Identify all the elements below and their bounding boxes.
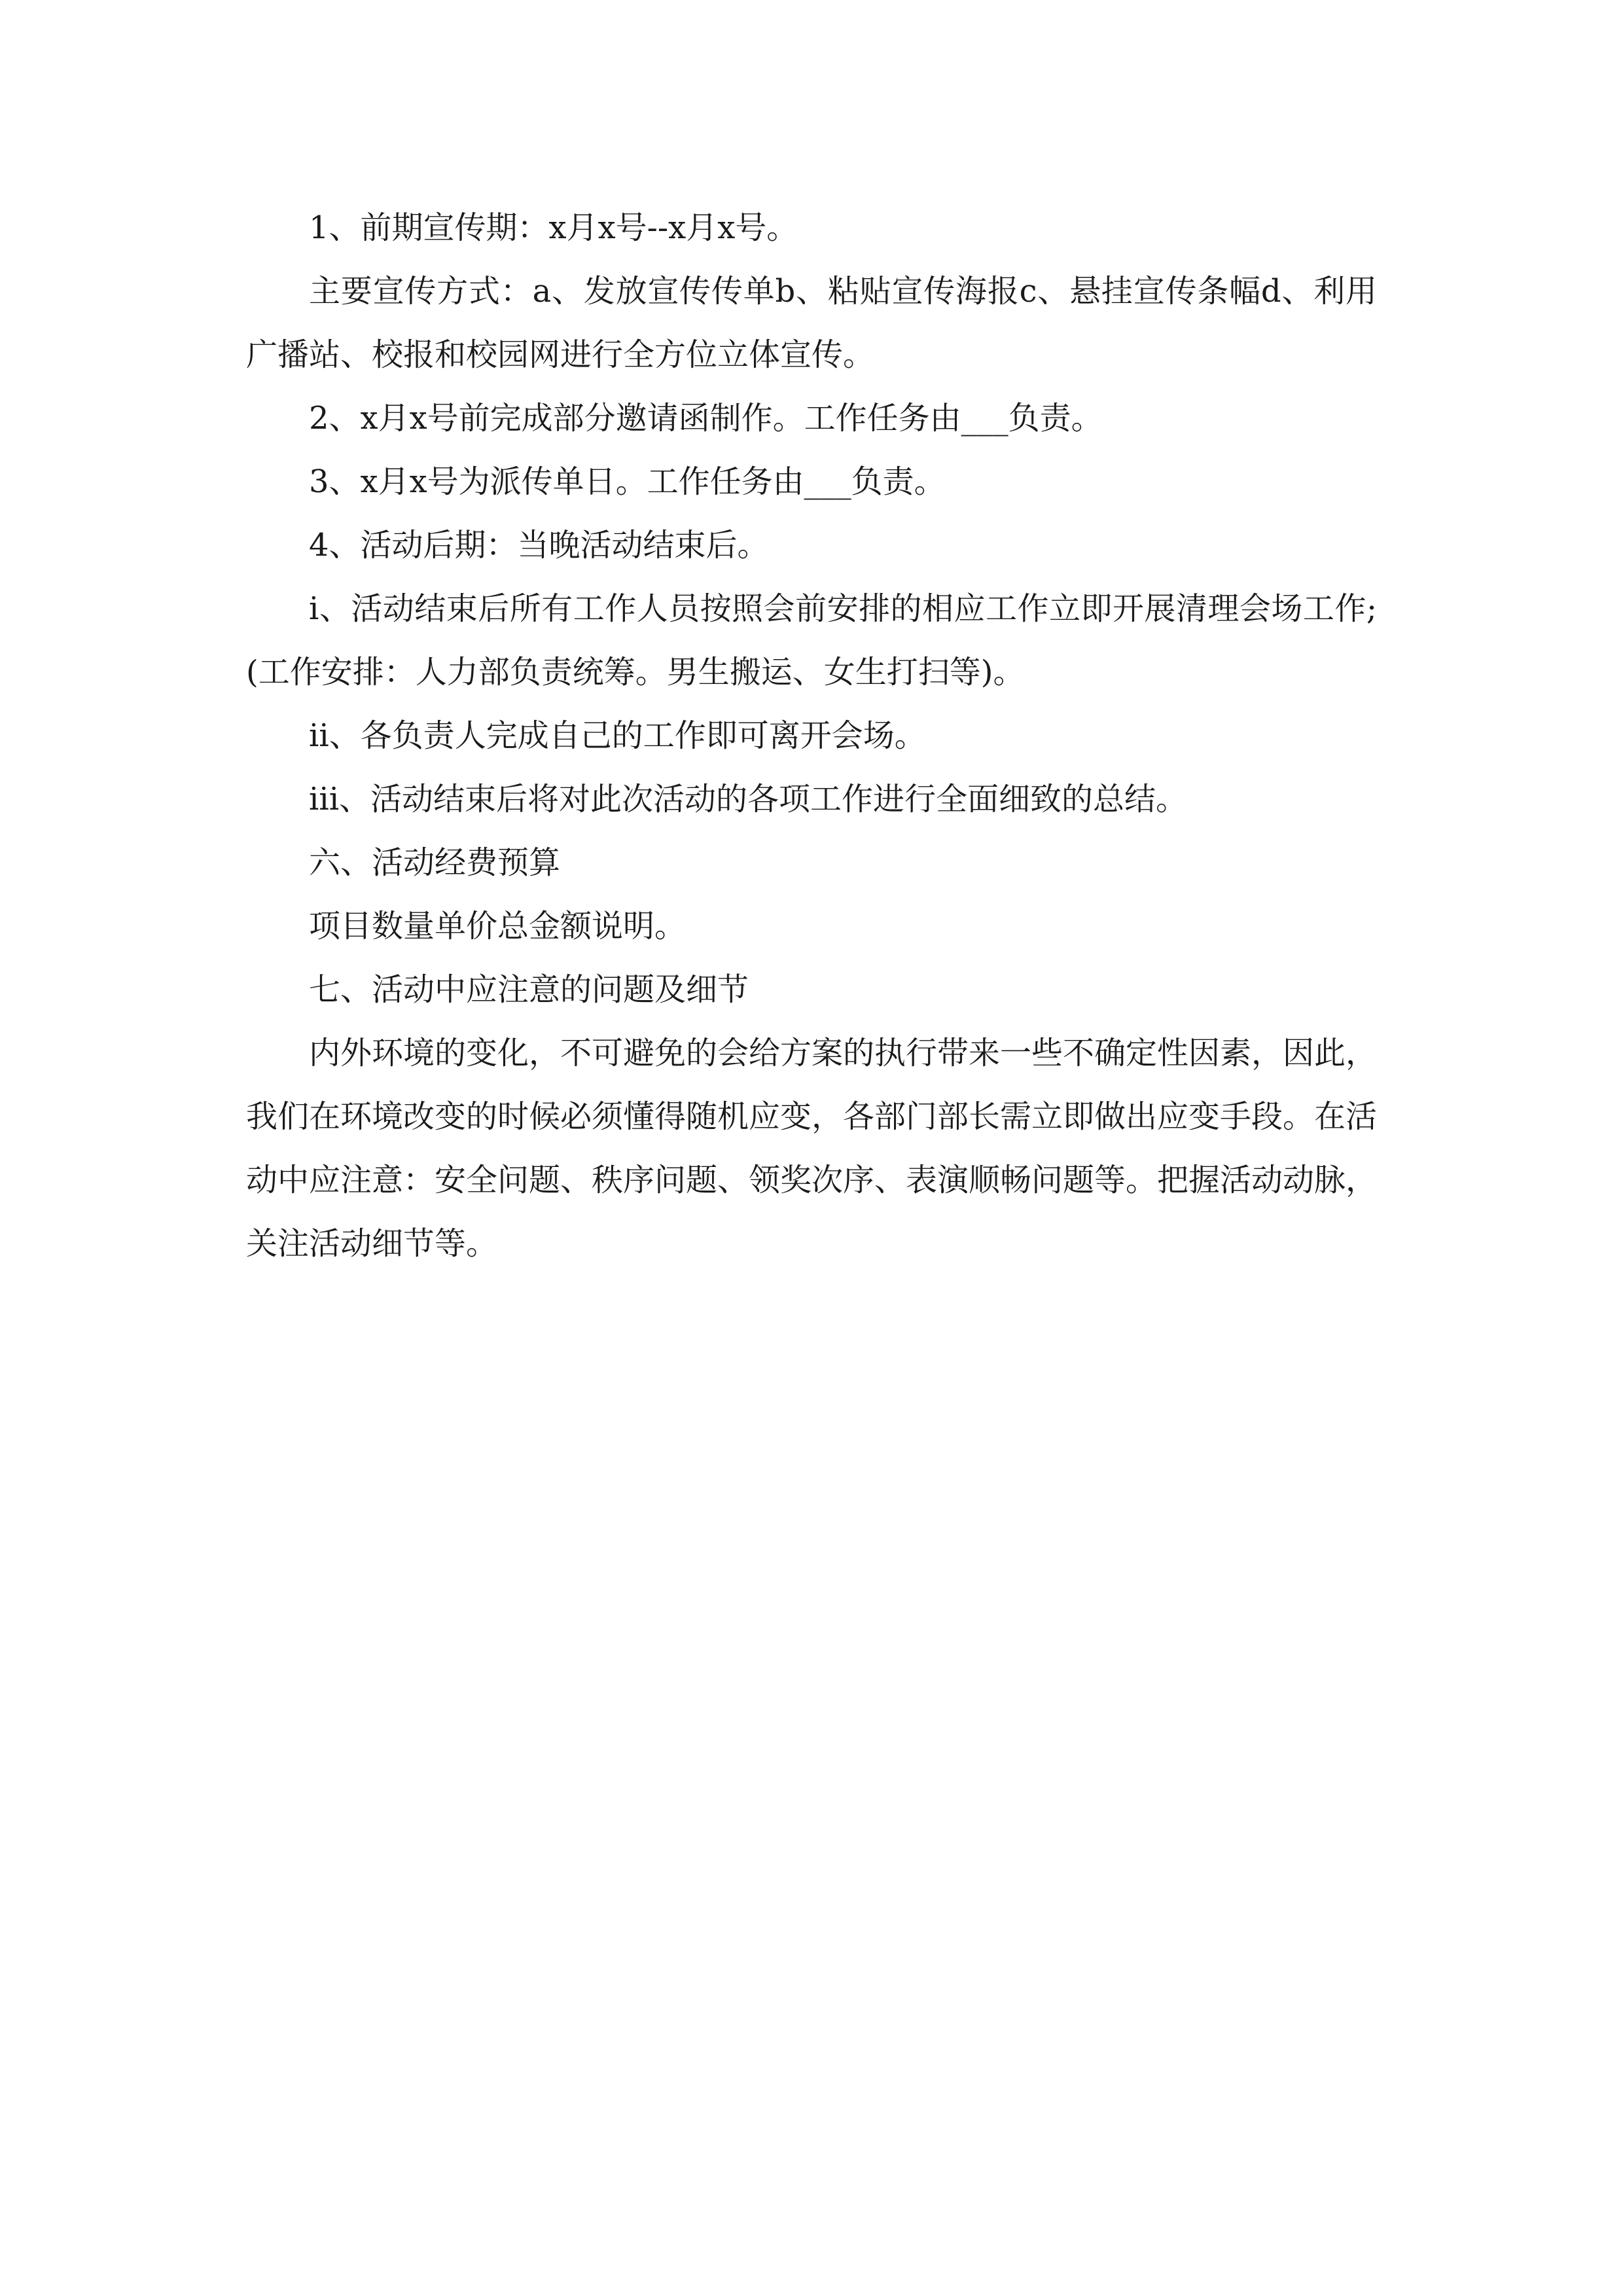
paragraph-publicity-period: 1、前期宣传期：x月x号--x月x号。 <box>309 209 798 246</box>
paragraph-invitation-task: 2、x月x号前完成部分邀请函制作。工作任务由___负责。 <box>309 400 1103 437</box>
paragraph-notes: 内外环境的变化，不可避免的会给方案的执行带来一些不确定性因素，因此，我们在环境改变的时候必须懂得随机应变，各部门部长需立即做出应变手段。在活动中应注意：安全问题、秩序问题、领奖次序、表演顺畅问题等。把握活动动脉，关注活动细节等。 <box>246 1035 1378 1262</box>
paragraph-post-activity: 4、活动后期：当晚活动结束后。 <box>309 527 769 564</box>
paragraph-cleanup: i、活动结束后所有工作人员按照会前安排的相应工作立即开展清理会场工作;(工作安排：人力部负责统筹。男生搬运、女生打扫等)。 <box>246 590 1377 691</box>
section-heading-notes: 七、活动中应注意的问题及细节 <box>309 971 749 1008</box>
paragraph-budget-items: 项目数量单价总金额说明。 <box>309 908 687 944</box>
paragraph-flyer-day: 3、x月x号为派传单日。工作任务由___负责。 <box>309 463 946 500</box>
paragraph-summary: iii、活动结束后将对此次活动的各项工作进行全面细致的总结。 <box>309 781 1188 817</box>
paragraph-publicity-methods: 主要宣传方式：a、发放宣传传单b、粘贴宣传海报c、悬挂宣传条幅d、利用广播站、校报和校园网进行全方位立体宣传。 <box>246 273 1377 373</box>
paragraph-leave-venue: ii、各负责人完成自己的工作即可离开会场。 <box>309 717 926 754</box>
document-body <box>246 196 1377 1276</box>
section-heading-budget: 六、活动经费预算 <box>309 844 561 881</box>
